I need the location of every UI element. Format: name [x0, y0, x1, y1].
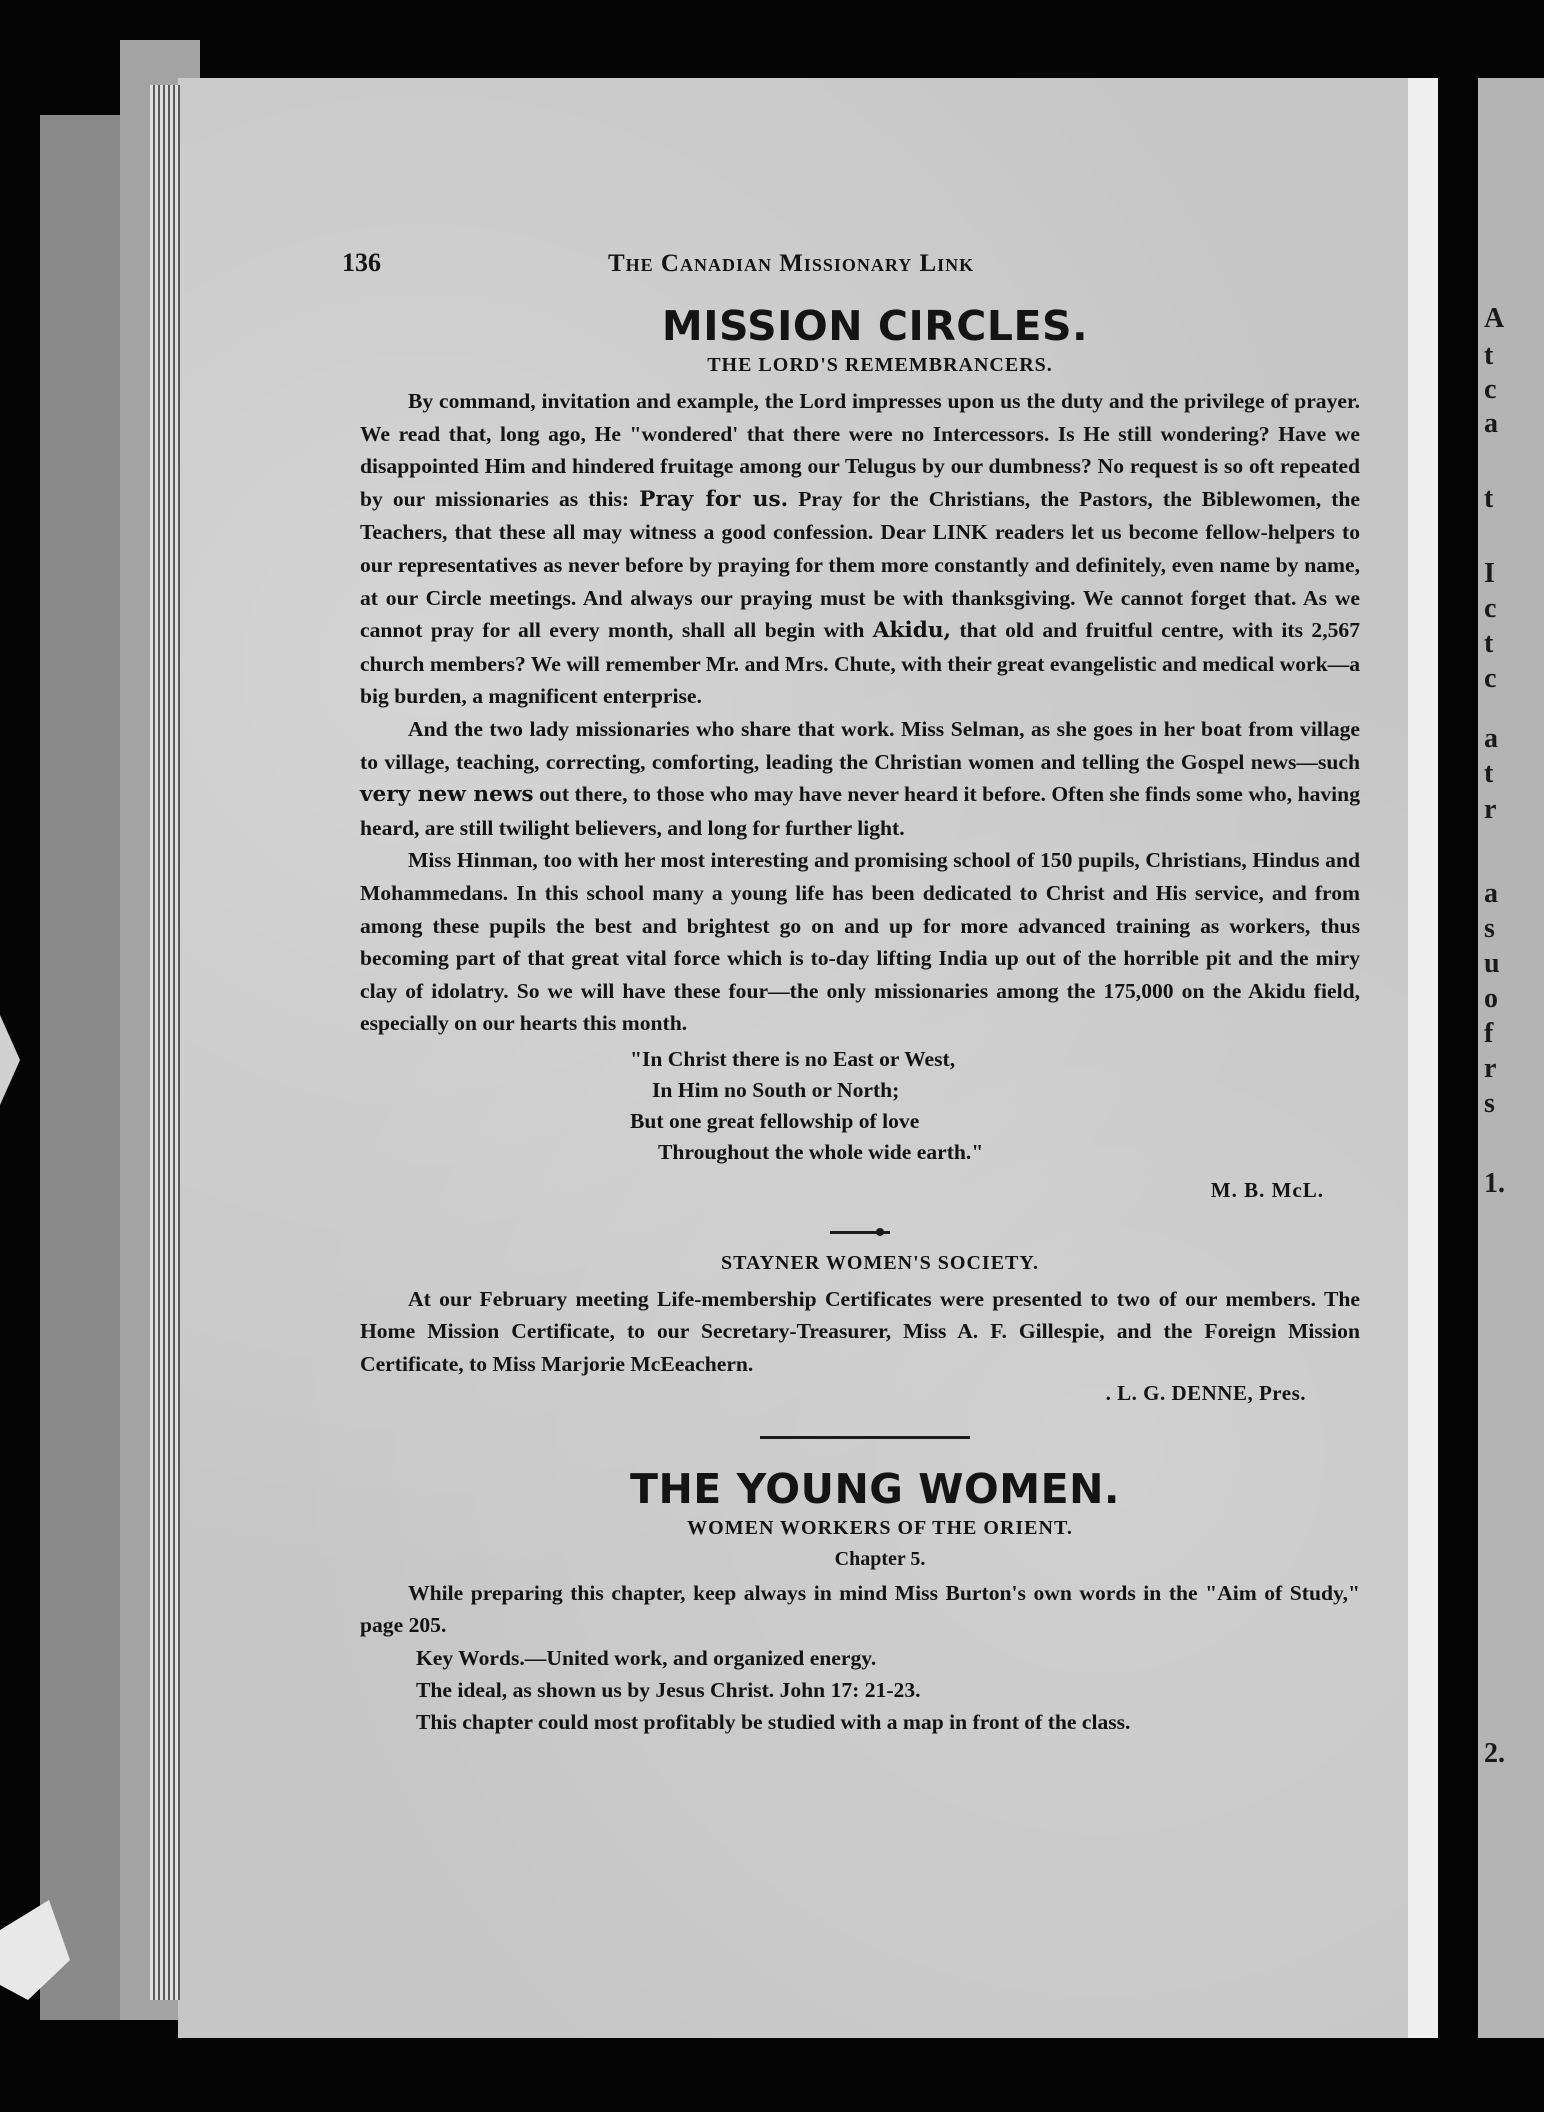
- section-subtitle: WOMEN WORKERS OF THE ORIENT.: [687, 1516, 1073, 1539]
- emphasis-text: Akidu,: [872, 618, 952, 644]
- page-number: 136: [342, 248, 381, 277]
- chapter-heading: Chapter 5.: [834, 1547, 926, 1570]
- journal-title: The Canadian Missionary Link: [608, 250, 975, 277]
- margin-fragment: a: [1484, 878, 1498, 909]
- margin-fragment: r: [1484, 794, 1497, 825]
- section-title: MISSION CIRCLES.: [661, 302, 1089, 350]
- margin-fragment: t: [1484, 340, 1494, 371]
- page-content: [342, 248, 1360, 1738]
- page-clip: [0, 1015, 20, 1105]
- ideal-line: The ideal, as shown us by Jesus Christ. John 17: 21-23.: [416, 1677, 921, 1702]
- margin-fragment: I: [1484, 558, 1495, 589]
- margin-fragment: t: [1484, 628, 1494, 659]
- section-subtitle: STAYNER WOMEN'S SOCIETY.: [721, 1251, 1039, 1274]
- section-title: THE YOUNG WOMEN.: [630, 1464, 1120, 1513]
- signature: M. B. McL.: [1210, 1177, 1324, 1202]
- page-right-margin: [1408, 78, 1438, 2038]
- key-words-line: Key Words.—United work, and organized energy.: [416, 1645, 877, 1670]
- section-divider: [760, 1436, 970, 1439]
- margin-fragment: A: [1484, 303, 1505, 334]
- section-divider: [830, 1231, 890, 1234]
- paragraph: At our February meeting Life-membership Certificates were presented to two of our members. The Home Mission Certificate, to our Secretary-Treasurer, Miss A. F. Gillespie, and the Foreign Mission Certificate, to Miss Marjorie McEeachern.: [360, 1286, 1360, 1377]
- map-note-line: This chapter could most profitably be studied with a map in front of the class.: [416, 1709, 1131, 1734]
- signature: . L. G. DENNE, Pres.: [1105, 1380, 1306, 1405]
- paragraph: While preparing this chapter, keep always in mind Miss Burton's own words in the "Aim of Study," page 205.: [360, 1580, 1360, 1638]
- text-run: out there, to those who may have never heard it before. Often she finds some who, having heard, are still twilight believers, and long for further light.: [360, 782, 1360, 840]
- margin-fragment: o: [1484, 983, 1498, 1014]
- margin-fragment: a: [1484, 408, 1498, 439]
- margin-fragment: t: [1484, 758, 1494, 789]
- margin-fragment: f: [1484, 1018, 1494, 1049]
- margin-fragment: c: [1484, 663, 1497, 694]
- margin-fragment: t: [1484, 483, 1494, 514]
- poem-line: "In Christ there is no East or West,: [630, 1046, 956, 1071]
- margin-fragment: c: [1484, 593, 1497, 624]
- margin-fragment: s: [1484, 913, 1495, 944]
- margin-fragment: 1.: [1484, 1168, 1505, 1199]
- adjacent-page: [1478, 78, 1544, 2038]
- poem-line: In Him no South or North;: [652, 1077, 900, 1102]
- page-stack-edge: [150, 85, 180, 2000]
- margin-fragment: r: [1484, 1053, 1497, 1084]
- margin-fragment: c: [1484, 374, 1497, 405]
- text-run: And the two lady missionaries who share that work. Miss Selman, as she goes in her boat from village to village, teaching, correcting, comforting, leading the Christian women and telling the Gospel news—such: [360, 716, 1360, 774]
- margin-fragment: u: [1484, 948, 1500, 979]
- emphasis-text: Pray for us.: [639, 486, 789, 512]
- emphasis-text: very new news: [360, 782, 534, 808]
- text-run: that old and fruitful centre, with its 2,567 church members? We will remember Mr. and Mrs. Chute, with their great evangelistic and medical work—a big burden, a magnificent enterprise.: [360, 618, 1360, 709]
- poem-line: Throughout the whole wide earth.": [658, 1139, 984, 1164]
- section-subtitle: THE LORD'S REMEMBRANCERS.: [707, 354, 1053, 376]
- paragraph: [360, 713, 1360, 844]
- running-head: [342, 248, 1360, 288]
- text-run: By command, invitation and example, the Lord impresses upon us the duty and the privilege of prayer. We read that, long ago, He "wondered' that there were no Intercessors. Is He still wondering? Have we disappointed Him and hindered fruitage among our Telugus by our dumbness? No request is so oft repeated by our missionaries as this:: [360, 389, 1360, 511]
- text-run: Pray for the Christians, the Pastors, the Biblewomen, the Teachers, that these all may witness a good confession. Dear LINK readers let us become fellow-helpers to our representatives as never before by praying for them more constantly and definitely, even name by name, at our Circle meetings. And always our praying must be with thanksgiving. We cannot forget that. As we cannot pray for all every month, shall all begin with: [360, 486, 1360, 643]
- poem-line: But one great fellowship of love: [630, 1108, 920, 1133]
- margin-fragment: s: [1484, 1088, 1495, 1119]
- paragraph: [360, 385, 1360, 713]
- margin-fragment: a: [1484, 723, 1498, 754]
- paragraph: Miss Hinman, too with her most interesting and promising school of 150 pupils, Christians, Hindus and Mohammedans. In this school many a young life has been dedicated to Christ and His service, and from among these pupils the best and brightest go on and up for more advanced training as workers, thus becoming part of that great vital force which is to-day lifting India up out of the horrible pit and the miry clay of idolatry. So we will have these four—the only missionaries among the 175,000 on the Akidu field, especially on our hearts this month.: [360, 848, 1360, 1036]
- margin-fragment: 2.: [1484, 1738, 1505, 1769]
- poem: [630, 1044, 1360, 1168]
